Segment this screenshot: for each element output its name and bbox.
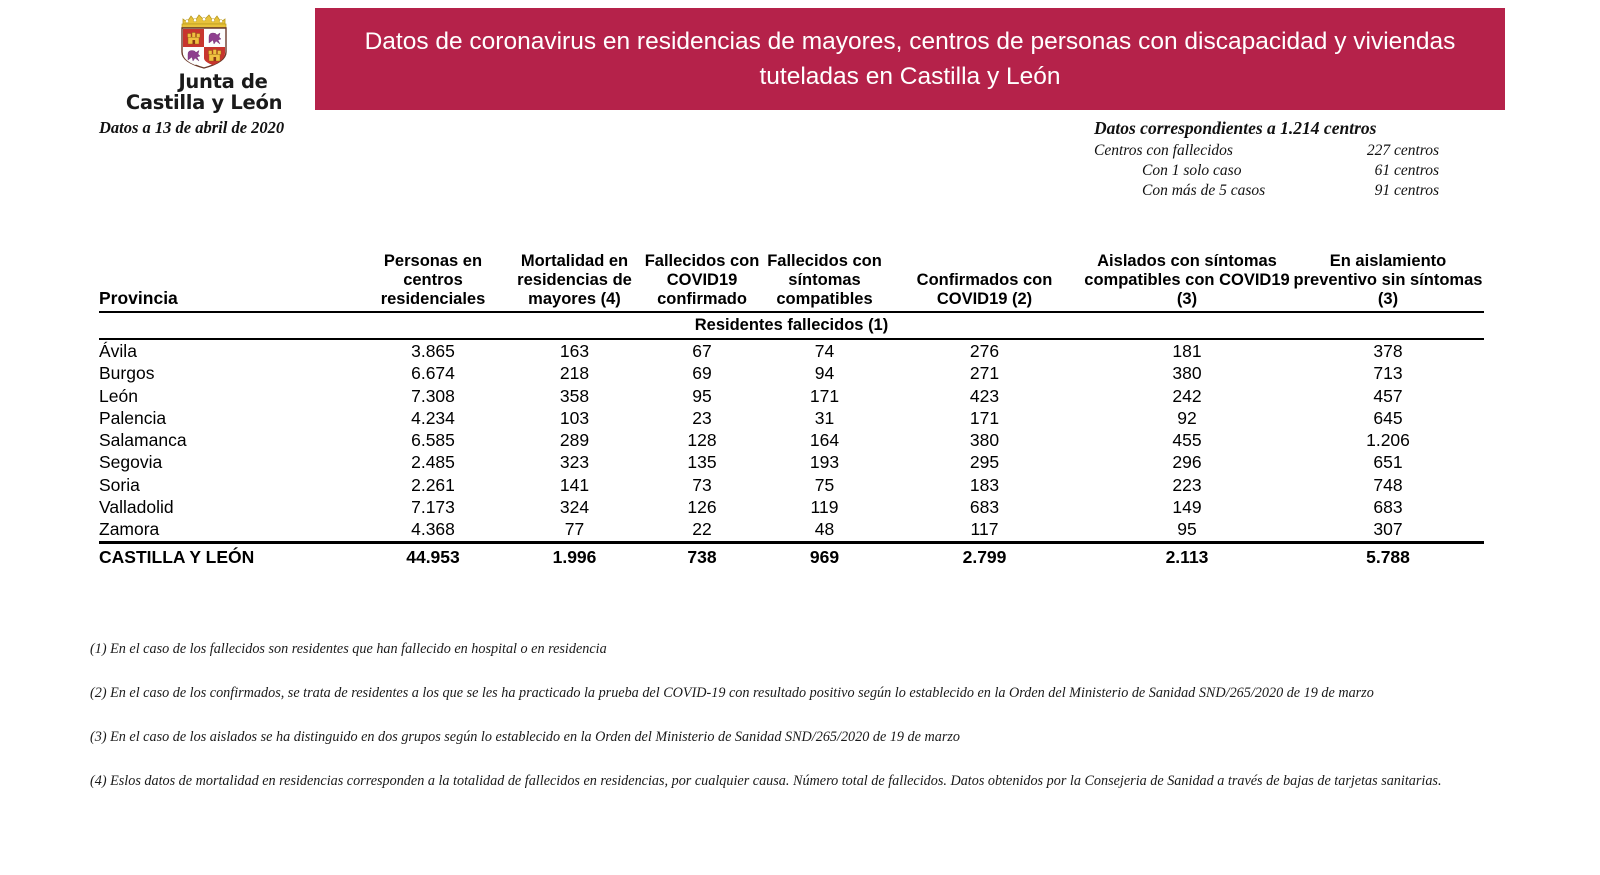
cell-total-fallecidos-confirmado: 738	[642, 542, 762, 569]
centers-row-label: Con más de 5 casos	[1142, 182, 1266, 199]
cell-total-personas-centros: 44.953	[359, 542, 507, 569]
cell-total-aislados-sintomas: 2.113	[1082, 542, 1292, 569]
table-total-row	[99, 542, 1484, 569]
cell-provincia: Burgos	[99, 363, 155, 384]
column-header-confirmados: Confirmados con COVID19 (2)	[887, 252, 1082, 312]
cell-confirmados: 183	[969, 474, 1000, 495]
cell-aislados-sintomas: 223	[1172, 474, 1202, 495]
cell-mortalidad: 77	[507, 518, 642, 542]
table-header-row	[99, 252, 1484, 312]
table-row	[99, 451, 1484, 473]
cell-confirmados: 423	[969, 385, 1000, 406]
column-header-personas-centros: Personas en centros residenciales	[359, 252, 507, 312]
footnote-4: (4) Eslos datos de mortalidad en residencias corresponden a la totalidad de fallecidos en residencias, por cualquier causa. Número total de fallecidos. Datos obtenidos por la Consejeria de Sanidad a través de bajas de tarjetas sanitarias.	[90, 773, 1442, 789]
cell-provincia: Segovia	[99, 452, 163, 473]
cell-mortalidad: 289	[559, 430, 590, 451]
cell-provincia: Soria	[99, 474, 140, 495]
footnotes	[90, 640, 1490, 790]
table-row	[99, 496, 1484, 518]
cell-aislamiento-preventivo: 1.206	[1366, 430, 1410, 451]
table-row	[99, 339, 1484, 362]
cell-aislamiento-preventivo: 378	[1373, 341, 1403, 361]
cell-fallecidos-confirmado: 128	[687, 430, 717, 451]
cell-aislados-sintomas: 92	[1177, 407, 1197, 428]
cell-mortalidad: 103	[559, 407, 590, 428]
cell-confirmados: 276	[969, 341, 1000, 361]
data-date-note: Datos a 13 de abril de 2020	[99, 118, 285, 137]
cell-personas-centros: 3.865	[411, 341, 455, 361]
centers-row-value: 91 centros	[1374, 182, 1439, 199]
brand-name-line2: Castilla y León	[125, 91, 283, 114]
brand-logo	[104, 8, 304, 112]
cell-aislamiento-preventivo: 457	[1373, 385, 1403, 406]
cell-fallecidos-confirmado: 67	[692, 341, 712, 361]
cell-total-fallecidos-compatibles: 969	[762, 542, 887, 569]
cell-fallecidos-confirmado: 135	[687, 452, 717, 473]
cell-personas-centros: 4.234	[411, 407, 455, 428]
cell-personas-centros: 2.261	[411, 474, 455, 495]
cell-mortalidad: 141	[559, 474, 590, 495]
cell-total-label: CASTILLA Y LEÓN	[99, 542, 359, 569]
centers-summary-row	[1094, 181, 1484, 201]
cell-fallecidos-confirmado: 22	[642, 518, 762, 542]
cell-fallecidos-compatibles: 75	[814, 474, 835, 495]
cell-fallecidos-compatibles: 171	[809, 385, 840, 406]
cell-aislamiento-preventivo: 713	[1373, 363, 1403, 384]
cell-aislados-sintomas: 455	[1172, 430, 1202, 451]
cell-provincia: Salamanca	[99, 430, 187, 451]
cell-aislamiento-preventivo: 645	[1373, 407, 1403, 428]
page-title: Datos de coronavirus en residencias de mayores, centros de personas con discapacidad y viviendas tuteladas en Castilla y León	[364, 28, 1456, 90]
cell-confirmados: 295	[969, 452, 1000, 473]
cell-confirmados: 117	[887, 518, 1082, 542]
cell-confirmados: 271	[969, 363, 1000, 384]
cell-fallecidos-confirmado: 73	[692, 474, 712, 495]
cell-mortalidad: 218	[559, 363, 590, 384]
table-row	[99, 362, 1484, 384]
table-row	[99, 518, 1484, 542]
footnote-1: (1) En el caso de los fallecidos son residentes que han fallecido en hospital o en residencia	[90, 641, 607, 657]
cell-fallecidos-confirmado: 69	[692, 363, 712, 384]
cell-total-mortalidad: 1.996	[507, 542, 642, 569]
cell-aislados-sintomas: 181	[1172, 341, 1202, 361]
cell-aislados-sintomas: 296	[1172, 452, 1202, 473]
cell-fallecidos-compatibles: 48	[762, 518, 887, 542]
brand-name-line1: Junta de	[178, 70, 268, 93]
cell-fallecidos-compatibles: 94	[814, 363, 835, 384]
cell-mortalidad: 323	[559, 452, 590, 473]
table-head	[99, 252, 1484, 339]
table-row	[99, 429, 1484, 451]
cell-mortalidad: 324	[559, 497, 590, 518]
cell-aislados-sintomas: 242	[1172, 385, 1202, 406]
cell-personas-centros: 6.585	[411, 430, 455, 451]
centers-row-label: Centros con fallecidos	[1094, 142, 1233, 159]
group-band-label: Residentes fallecidos (1)	[99, 312, 1484, 339]
cell-aislamiento-preventivo: 748	[1373, 474, 1403, 495]
table-row	[99, 385, 1484, 407]
cell-personas-centros: 6.674	[411, 363, 455, 384]
cell-confirmados: 380	[969, 430, 1000, 451]
coronavirus-residences-table	[99, 252, 1484, 569]
table-row	[99, 407, 1484, 429]
cell-provincia: Ávila	[99, 341, 137, 361]
cell-personas-centros: 2.485	[411, 452, 455, 473]
cell-fallecidos-compatibles: 193	[809, 452, 840, 473]
cell-provincia: Zamora	[99, 518, 359, 542]
cell-provincia: Valladolid	[99, 497, 174, 518]
data-table-container	[99, 252, 1484, 569]
cell-personas-centros: 4.368	[359, 518, 507, 542]
cell-confirmados: 683	[969, 497, 1000, 518]
cell-aislamiento-preventivo: 683	[1373, 497, 1403, 518]
column-header-aislados-sintomas: Aislados con síntomas compatibles con COVID19 (3)	[1082, 252, 1292, 312]
cell-aislados-sintomas: 380	[1172, 363, 1202, 384]
column-header-aislamiento-preventivo: En aislamiento preventivo sin síntomas (3)	[1292, 252, 1484, 312]
footnote-3: (3) En el caso de los aislados se ha distinguido en dos grupos según lo establecido en la Orden del Ministerio de Sanidad SND/265/2020 de 19 de marzo	[90, 729, 960, 745]
cell-personas-centros: 7.308	[411, 385, 455, 406]
cell-aislamiento-preventivo: 651	[1373, 452, 1403, 473]
cell-confirmados: 171	[969, 407, 1000, 428]
column-header-fallecidos-compatibles: Fallecidos con síntomas compatibles	[762, 252, 887, 312]
cell-provincia: León	[99, 385, 138, 406]
centers-summary-row	[1094, 161, 1484, 181]
centers-summary	[1094, 118, 1484, 201]
cell-aislados-sintomas: 95	[1082, 518, 1292, 542]
cell-fallecidos-confirmado: 95	[692, 385, 712, 406]
cell-fallecidos-compatibles: 74	[814, 341, 835, 361]
centers-row-value: 227 centros	[1366, 142, 1439, 159]
centers-row-value: 61 centros	[1374, 162, 1439, 179]
cell-fallecidos-compatibles: 164	[809, 430, 840, 451]
page-header	[0, 0, 1600, 118]
cell-aislamiento-preventivo: 307	[1292, 518, 1484, 542]
column-header-provincia: Provincia	[99, 252, 359, 312]
title-banner	[315, 8, 1505, 110]
centers-summary-title: Datos correspondientes a 1.214 centros	[1094, 118, 1377, 138]
table-group-band-row	[99, 312, 1484, 339]
cell-mortalidad: 163	[559, 341, 590, 361]
cell-fallecidos-compatibles: 119	[810, 497, 839, 518]
cell-mortalidad: 358	[559, 385, 590, 406]
table-body	[99, 339, 1484, 569]
footnote-2: (2) En el caso de los confirmados, se trata de residentes a los que se les ha practicado la prueba del COVID-19 con resultado positivo según lo establecido en la Orden del Ministerio de Sanidad SND/265/2020 de 19 de marzo	[90, 685, 1374, 701]
column-header-fallecidos-confirmado: Fallecidos con COVID19 confirmado	[642, 252, 762, 312]
table-row	[99, 474, 1484, 496]
cell-aislados-sintomas: 149	[1172, 497, 1202, 518]
cell-fallecidos-compatibles: 31	[814, 407, 835, 428]
centers-row-label: Con 1 solo caso	[1142, 162, 1242, 179]
cell-total-aislamiento-preventivo: 5.788	[1292, 542, 1484, 569]
brand-name	[126, 71, 282, 113]
castilla-y-leon-coat-of-arms-icon	[173, 8, 235, 70]
cell-fallecidos-confirmado: 23	[692, 407, 712, 428]
column-header-mortalidad: Mortalidad en residencias de mayores (4)	[507, 252, 642, 312]
centers-summary-row	[1094, 141, 1484, 161]
cell-personas-centros: 7.173	[411, 497, 455, 518]
cell-fallecidos-confirmado: 126	[687, 497, 717, 518]
cell-provincia: Palencia	[99, 407, 167, 428]
cell-total-confirmados: 2.799	[887, 542, 1082, 569]
